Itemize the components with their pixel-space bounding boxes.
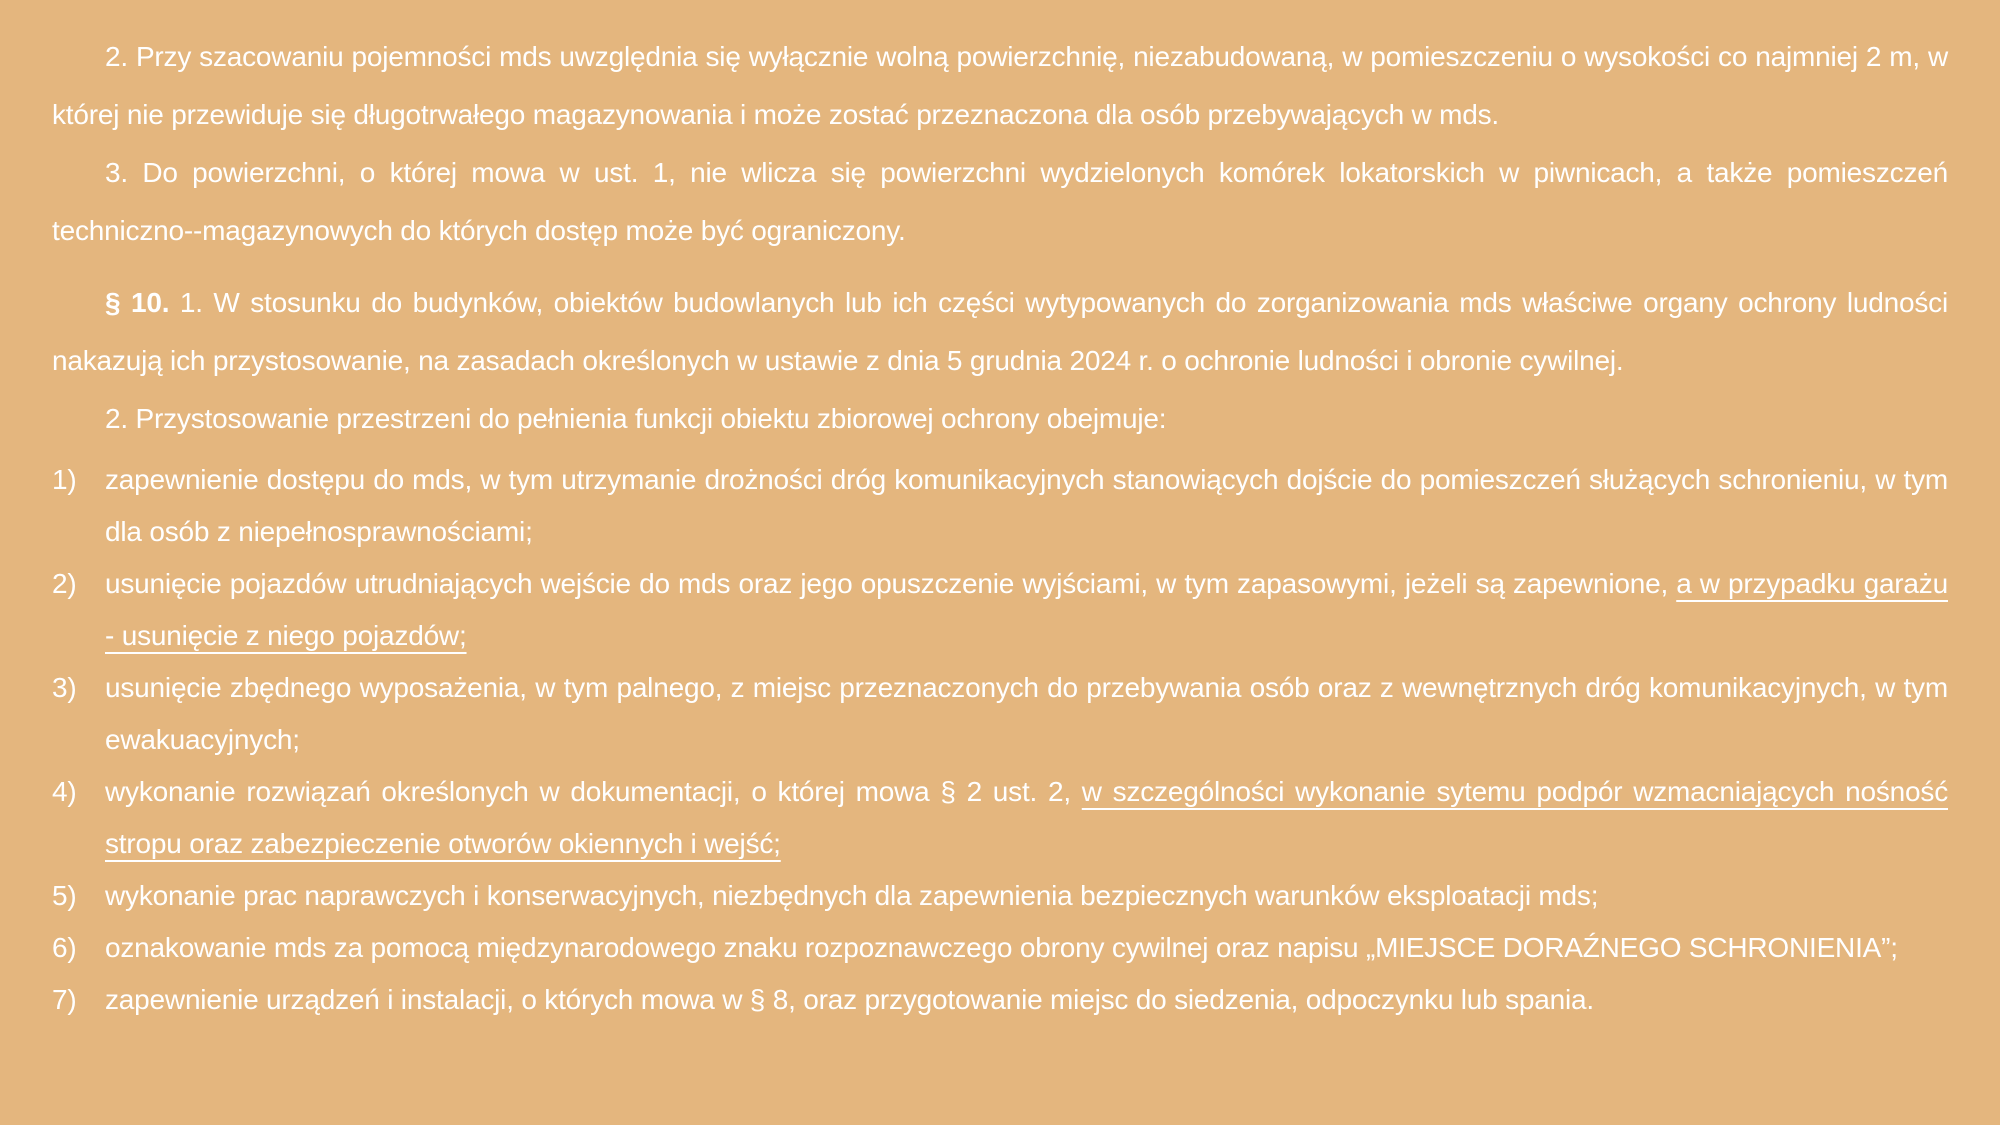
- list-item-text: wykonanie prac naprawczych i konserwacyjnych, niezbędnych dla zapewnienia bezpiecznych warunków eksploatacji mds;: [105, 880, 1599, 911]
- list-item-number: 5): [52, 880, 77, 911]
- list-item-1: [52, 454, 1948, 558]
- list-item-text: wykonanie rozwiązań określonych w dokumentacji, o której mowa § 2 ust. 2,: [105, 776, 1082, 807]
- list-item-2: [52, 558, 1948, 662]
- list-item-4: [52, 766, 1948, 870]
- paragraph-ust-2: [52, 28, 1948, 144]
- list-item-number: 6): [52, 932, 77, 963]
- paragraph-par-10-ust-1: [52, 274, 1948, 390]
- list-item-text: usunięcie zbędnego wyposażenia, w tym palnego, z miejsc przeznaczonych do przebywania osób oraz z wewnętrznych dróg komunikacyjnych, w tym ewakuacyjnych;: [105, 672, 1948, 755]
- list-item-underlined-text: a w przypadku garażu - usunięcie z niego pojazdów;: [105, 568, 1948, 651]
- list-item-number: 4): [52, 776, 77, 807]
- list-item-6: [52, 922, 1948, 974]
- list-item-underlined-text: w szczególności wykonanie sytemu podpór wzmacniających nośność stropu oraz zabezpieczenie otworów okiennych i wejść;: [105, 776, 1948, 859]
- list-item-7: [52, 974, 1948, 1026]
- paragraph-text: 2. Przy szacowaniu pojemności mds uwzględnia się wyłącznie wolną powierzchnię, niezabudowaną, w pomieszczeniu o wysokości co najmniej 2 m, w której nie przewiduje się długotrwałego magazynowania i może zostać przeznaczona dla osób przebywających w mds.: [52, 41, 1948, 130]
- list-item-number: 3): [52, 672, 77, 703]
- list-item-3: [52, 662, 1948, 766]
- numbered-list: [52, 454, 1948, 1026]
- section-number: § 10.: [105, 287, 170, 318]
- list-item-number: 7): [52, 984, 77, 1015]
- list-item-number: 2): [52, 568, 77, 599]
- list-item-text: zapewnienie urządzeń i instalacji, o których mowa w § 8, oraz przygotowanie miejsc do siedzenia, odpoczynku lub spania.: [105, 984, 1595, 1015]
- list-item-text: zapewnienie dostępu do mds, w tym utrzymanie drożności dróg komunikacyjnych stanowiących dojście do pomieszczeń służących schronieniu, w tym dla osób z niepełnosprawnościami;: [105, 464, 1948, 547]
- paragraph-par-10-ust-2: [52, 390, 1948, 448]
- list-item-text: usunięcie pojazdów utrudniających wejście do mds oraz jego opuszczenie wyjściami, w tym zapasowymi, jeżeli są zapewnione,: [105, 568, 1677, 599]
- paragraph-text: 3. Do powierzchni, o której mowa w ust. 1, nie wlicza się powierzchni wydzielonych komórek lokatorskich w piwnicach, a także pomieszczeń techniczno--magazynowych do których dostęp może być ograniczony.: [52, 157, 1948, 246]
- list-item-5: [52, 870, 1948, 922]
- paragraph-ust-3: [52, 144, 1948, 260]
- list-item-number: 1): [52, 464, 77, 495]
- list-item-text: oznakowanie mds za pomocą międzynarodowego znaku rozpoznawczego obrony cywilnej oraz napisu „MIEJSCE DORAŹNEGO SCHRONIENIA”;: [105, 932, 1898, 963]
- paragraph-text: 1. W stosunku do budynków, obiektów budowlanych lub ich części wytypowanych do zorganizowania mds właściwe organy ochrony ludności nakazują ich przystosowanie, na zasadach określonych w ustawie z dnia 5 grudnia 2024 r. o ochronie ludności i obronie cywilnej.: [52, 287, 1948, 376]
- paragraph-text: 2. Przystosowanie przestrzeni do pełnienia funkcji obiektu zbiorowej ochrony obejmuje:: [105, 403, 1167, 434]
